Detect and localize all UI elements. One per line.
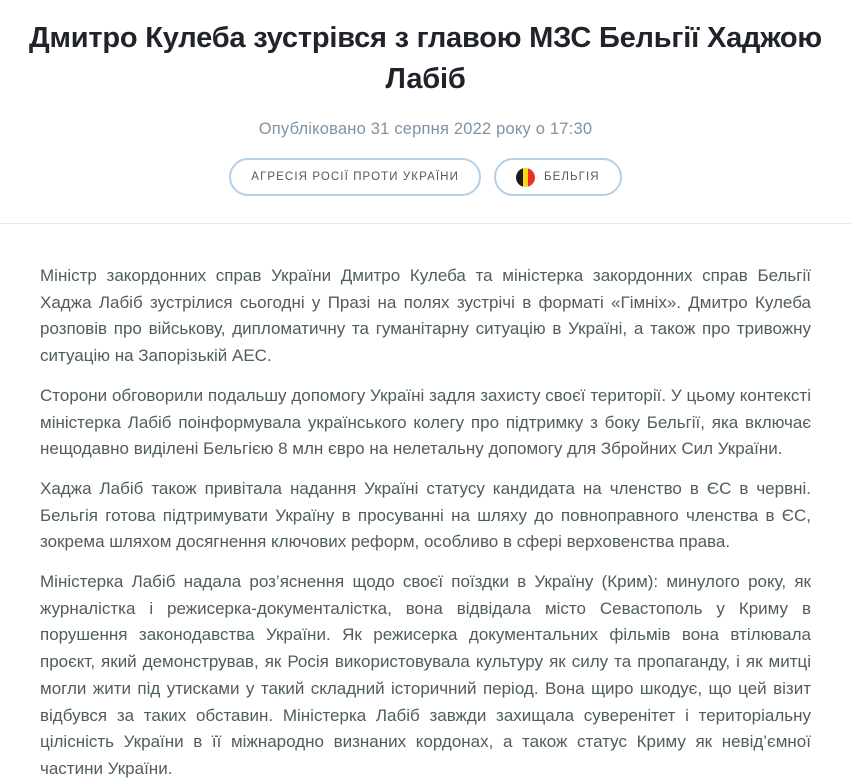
article-body — [0, 224, 851, 783]
tag-belgium[interactable] — [494, 158, 622, 196]
tag-list — [0, 158, 851, 196]
published-date: Опубліковано 31 серпня 2022 року о 17:30 — [258, 120, 593, 138]
article-paragraph: Сторони обговорили подальшу допомогу Україні задля захисту своєї території. У цьому контексті міністерка Лабіб поінформувала українського колегу про підтримку з боку Бельгії, яка включає нещодавно виділені Бельгією 8 млн євро на нелетальну допомогу для Збройних Сил України. — [40, 385, 811, 459]
article-paragraph: Міністерка Лабіб надала роз’яснення щодо своєї поїздки в Україну (Крим): минулого року, як журналістка і режисерка-документалістка, вона відвідала місто Севастополь у Криму в порушення законодавства України. Як режисерка документальних фільмів вона втілювала проєкт, який демонстрував, як Росія використовувала культуру як силу та пропаганду, і як митці могли жити під утисками у такий складний історичний період. Вона щиро шкодує, що цей візит відбувся за таких обставин. Міністерка Лабіб завжди захищала суверенітет і територіальну цілісність України в її міжнародно визнаних кордонах, а також статус Криму як невід’ємної частини України. — [40, 572, 811, 778]
tag-label: АГРЕСІЯ РОСІЇ ПРОТИ УКРАЇНИ — [251, 171, 459, 183]
article-paragraph: Міністр закордонних справ України Дмитро Кулеба та міністерка закордонних справ Бельгії Хаджа Лабіб зустрілися сьогодні у Празі на полях зустрічі в форматі «Гімніх». Дмитро Кулеба розповів про військову, дипломатичну та гуманітарну ситуацію в Україні, а також про тривожну ситуацію на Запорізькій АЕС. — [40, 266, 811, 366]
article-paragraph: Хаджа Лабіб також привітала надання Україні статусу кандидата на членство в ЄС в червні. Бельгія готова підтримувати Україну в просуванні на шляху до повноправного членства в ЄС, зокрема шляхом досягнення ключових реформ, особливо в сфері верховенства права. — [40, 478, 811, 552]
article-header — [0, 0, 851, 196]
tag-label: БЕЛЬГІЯ — [543, 171, 600, 183]
tag-aggression-of-russia[interactable] — [229, 158, 481, 196]
article-title: Дмитро Кулеба зустрівся з главою МЗС Бельгії Хаджою Лабіб — [29, 22, 822, 95]
belgium-flag-icon — [516, 168, 535, 187]
